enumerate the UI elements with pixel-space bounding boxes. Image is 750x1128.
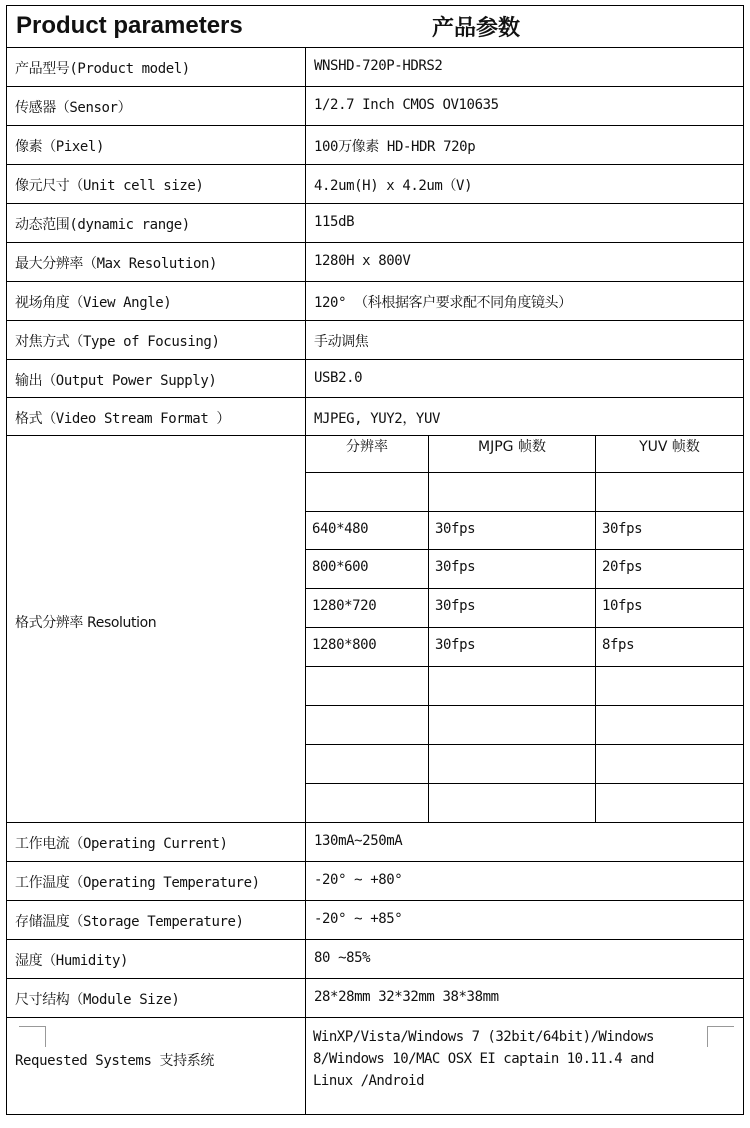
- param-value: 4.2um(H) x 4.2um（V): [314, 178, 473, 194]
- param-row-output: [6, 360, 744, 398]
- cell-mjpg: 30fps: [435, 637, 476, 653]
- param-row-max-resolution: [6, 243, 744, 282]
- param-label: 存储温度（Storage Temperature): [15, 914, 244, 930]
- systems-line: WinXP/Vista/Windows 7 (32bit/64bit)/Windows: [313, 1029, 654, 1045]
- cell-yuv: 8fps: [602, 637, 635, 653]
- cell-yuv: 30fps: [602, 521, 643, 537]
- table-row: [306, 473, 743, 512]
- param-row-sensor: [6, 87, 744, 126]
- param-label: 对焦方式（Type of Focusing): [15, 334, 220, 350]
- cell-resolution: 800*600: [312, 559, 369, 575]
- table-row: [306, 550, 743, 589]
- table-row: [306, 745, 743, 784]
- subtable-header: 分辨率: [346, 439, 388, 455]
- param-value: 28*28mm 32*32mm 38*38mm: [314, 989, 499, 1005]
- cell-resolution: 1280*800: [312, 637, 377, 653]
- param-row-systems: [6, 1018, 744, 1115]
- param-value: -20° ~ +85°: [314, 911, 403, 927]
- param-row-unit-cell: [6, 165, 744, 204]
- param-label: 传感器（Sensor）: [15, 100, 132, 116]
- param-row-current: [6, 823, 744, 862]
- param-value: USB2.0: [314, 370, 363, 386]
- table-row: [306, 784, 743, 823]
- cell-mjpg: 30fps: [435, 559, 476, 575]
- param-value: 80 ~85%: [314, 950, 371, 966]
- table-row: [306, 628, 743, 667]
- param-row-humidity: [6, 940, 744, 979]
- param-value: 100万像素 HD-HDR 720p: [314, 139, 476, 155]
- param-label: 像元尺寸（Unit cell size): [15, 178, 204, 194]
- param-label: 输出（Output Power Supply): [15, 373, 217, 389]
- subtable-header: MJPG 帧数: [478, 439, 546, 455]
- param-row-dynamic-range: [6, 204, 744, 243]
- param-value: 1/2.7 Inch CMOS OV10635: [314, 97, 499, 113]
- param-label: 湿度（Humidity): [15, 953, 129, 969]
- param-label: 格式（Video Stream Format ）: [15, 411, 230, 427]
- param-row-storage-temp: [6, 901, 744, 940]
- table-row: [306, 512, 743, 550]
- table-header: [6, 5, 744, 48]
- subtable-header-row: [306, 436, 743, 473]
- cell-mjpg: 30fps: [435, 598, 476, 614]
- product-parameters-table: [6, 5, 744, 1115]
- cell-resolution: 640*480: [312, 521, 369, 537]
- param-label: 格式分辨率 Resolution: [15, 615, 157, 631]
- param-row-module-size: [6, 979, 744, 1018]
- param-value: MJPEG, YUY2，YUV: [314, 411, 441, 427]
- param-value: 130mA~250mA: [314, 833, 403, 849]
- param-row-format: [6, 398, 744, 436]
- cell-yuv: 10fps: [602, 598, 643, 614]
- param-row-view-angle: [6, 282, 744, 321]
- cell-yuv: 20fps: [602, 559, 643, 575]
- param-label: 尺寸结构（Module Size): [15, 992, 180, 1008]
- param-value: 手动调焦: [314, 334, 369, 350]
- param-label: 视场角度（View Angle): [15, 295, 172, 311]
- param-label: Requested Systems 支持系统: [15, 1053, 214, 1069]
- param-value: WNSHD-720P-HDRS2: [314, 58, 443, 74]
- param-label: 最大分辨率（Max Resolution): [15, 256, 218, 272]
- param-value: -20° ~ +80°: [314, 872, 403, 888]
- resolution-subtable: [306, 436, 743, 822]
- cell-mjpg: 30fps: [435, 521, 476, 537]
- subtable-header: YUV 帧数: [639, 439, 700, 455]
- param-row-focusing: [6, 321, 744, 360]
- param-row-model: [6, 48, 744, 87]
- param-value: 1280H x 800V: [314, 253, 411, 269]
- param-label: 工作电流（Operating Current): [15, 836, 228, 852]
- param-value: 120° （科根据客户要求配不同角度镜头）: [314, 295, 572, 311]
- param-row-operating-temp: [6, 862, 744, 901]
- param-label: 产品型号(Product model): [15, 61, 190, 77]
- param-value: 115dB: [314, 214, 355, 230]
- param-row-pixel: [6, 126, 744, 165]
- param-row-resolution: [6, 436, 744, 823]
- param-label: 像素（Pixel): [15, 139, 104, 155]
- cell-resolution: 1280*720: [312, 598, 377, 614]
- param-label: 动态范围(dynamic range): [15, 217, 190, 233]
- title-english: Product parameters: [16, 12, 243, 39]
- table-row: [306, 706, 743, 745]
- systems-line: Linux /Android: [313, 1073, 425, 1089]
- table-row: [306, 667, 743, 706]
- systems-line: 8/Windows 10/MAC OSX EI captain 10.11.4 and: [313, 1051, 654, 1067]
- table-row: [306, 589, 743, 628]
- title-chinese: 产品参数: [432, 16, 521, 41]
- param-label: 工作温度（Operating Temperature): [15, 875, 260, 891]
- param-value-systems: [313, 1026, 654, 1092]
